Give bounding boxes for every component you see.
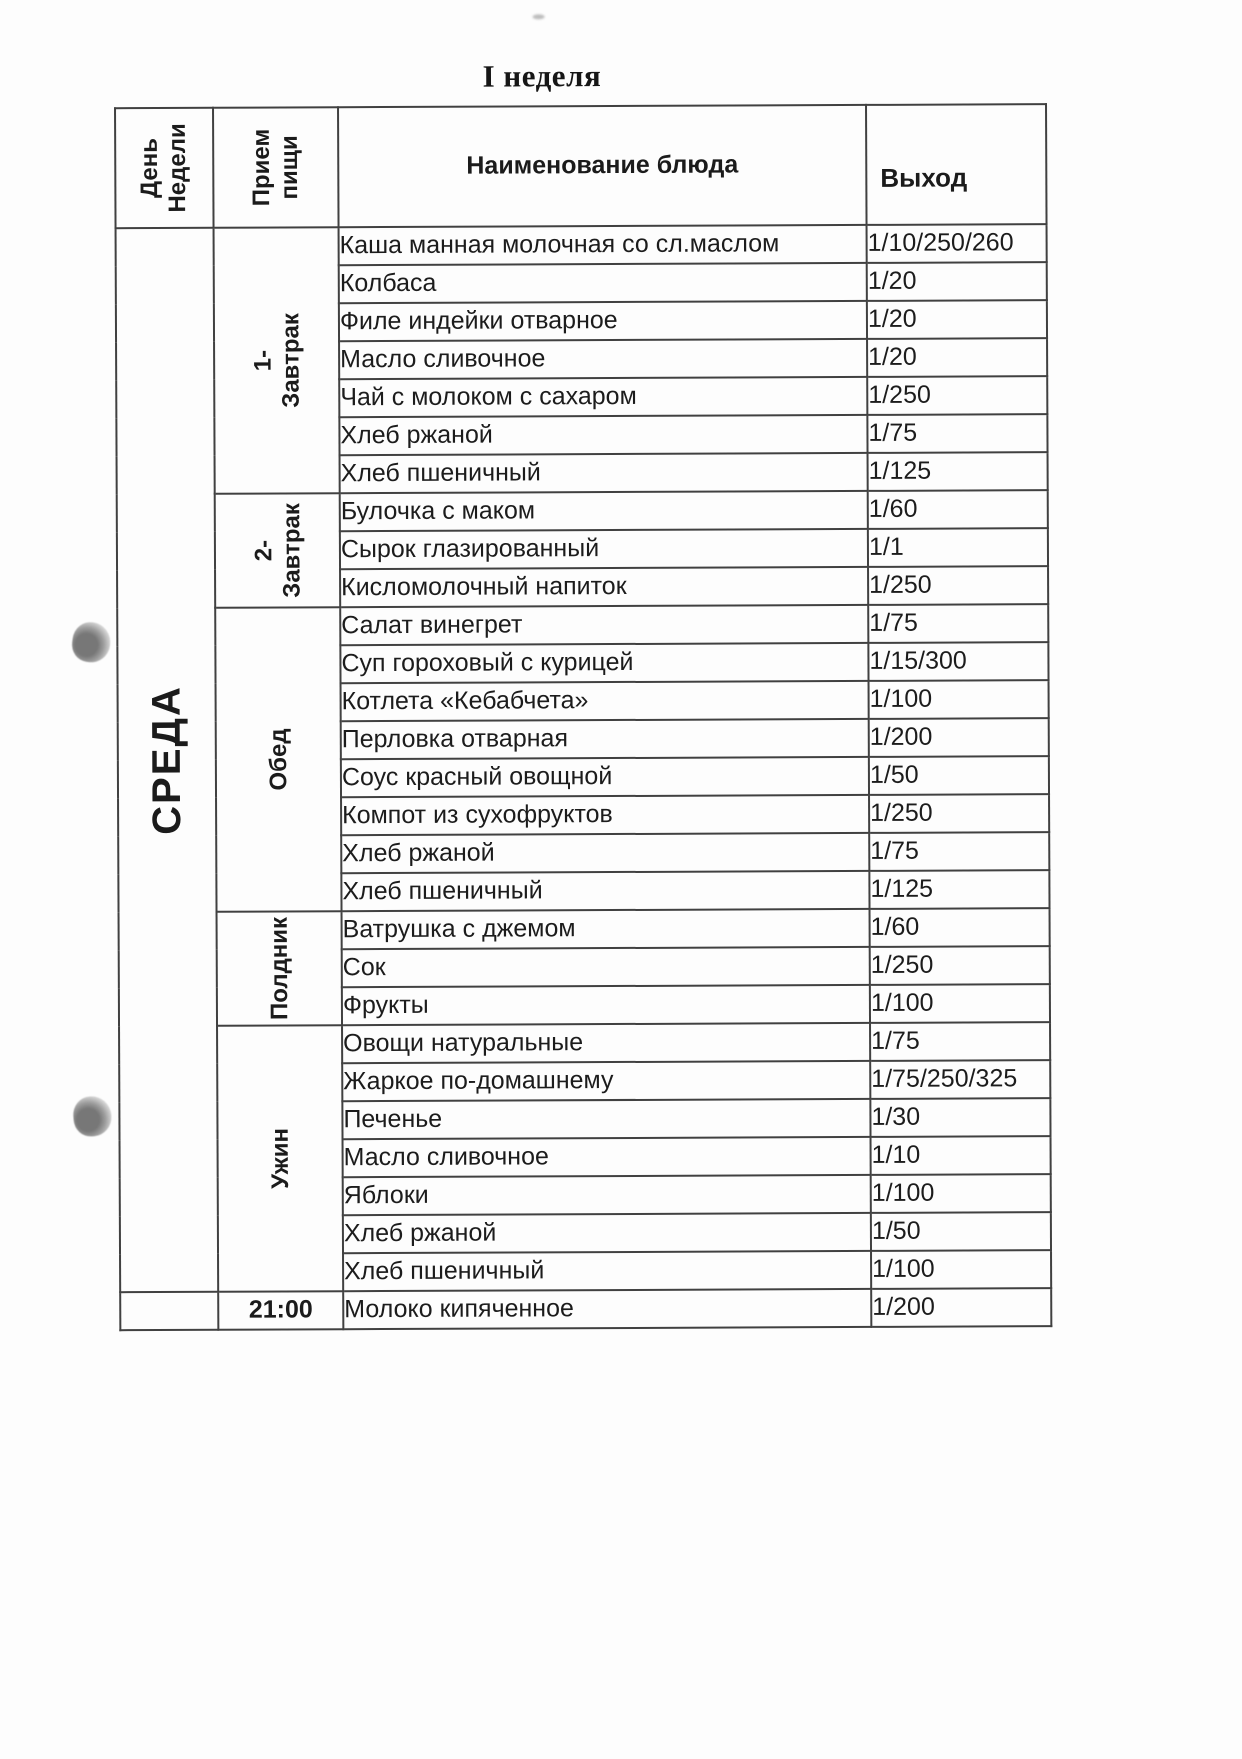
portion-output: 1/75	[869, 832, 1049, 871]
dish-name: Перловка отварная	[341, 719, 869, 759]
scan-speck	[533, 14, 545, 19]
dish-name: Филе индейки отварное	[339, 301, 867, 341]
dish-name: Котлета «Кебабчета»	[341, 681, 869, 721]
portion-output: 1/125	[868, 452, 1048, 491]
meal-cell	[215, 607, 341, 912]
portion-output: 1/20	[867, 262, 1047, 301]
portion-output: 1/60	[868, 490, 1048, 529]
dish-name: Чай с молоком с сахаром	[339, 377, 867, 417]
dish-name: Хлеб пшеничный	[340, 453, 868, 493]
column-header-day: День Недели	[135, 123, 192, 213]
dish-name: Молоко кипяченное	[343, 1289, 871, 1329]
portion-output: 1/250	[869, 794, 1049, 833]
meal-cell	[214, 227, 340, 494]
column-header-output-cell	[866, 104, 1047, 225]
portion-output: 1/1	[868, 528, 1048, 567]
dish-name: Овощи натуральные	[342, 1023, 870, 1063]
meal-cell	[217, 1025, 343, 1292]
dish-name: Сырок глазированный	[340, 529, 868, 569]
portion-output: 1/10	[871, 1136, 1051, 1175]
dish-name: Каша манная молочная со сл.маслом	[339, 225, 867, 265]
portion-output: 1/250	[867, 376, 1047, 415]
table-row	[116, 224, 1047, 266]
dish-name: Яблоки	[343, 1175, 871, 1215]
hole-punch-mark	[72, 1095, 113, 1138]
column-header-meal: Прием пищи	[247, 128, 303, 207]
portion-output: 1/100	[869, 680, 1049, 719]
meal-label: Обед	[264, 728, 292, 791]
meal-label: Полдник	[265, 916, 293, 1021]
column-header-day-cell	[115, 108, 214, 228]
dish-name: Ватрушка с джемом	[342, 909, 870, 949]
dish-name: Суп гороховый с курицей	[340, 643, 868, 683]
day-of-week-label: СРЕДА	[144, 685, 190, 835]
page-title: I неделя	[482, 58, 602, 94]
portion-output: 1/75	[868, 604, 1048, 643]
column-header-meal-cell	[213, 107, 339, 228]
portion-output: 1/125	[869, 870, 1049, 909]
table-row	[117, 490, 1048, 532]
portion-output: 1/250	[870, 946, 1050, 985]
portion-output: 1/200	[869, 718, 1049, 757]
meal-cell	[218, 1291, 343, 1330]
day-cell	[116, 228, 219, 1292]
dish-name: Масло сливочное	[339, 339, 867, 379]
portion-output: 1/50	[869, 756, 1049, 795]
table-row	[117, 604, 1048, 646]
meal-label: Ужин	[266, 1127, 294, 1189]
header-row	[115, 104, 1047, 228]
meal-cell	[215, 493, 340, 608]
dish-name: Хлеб пшеничный	[343, 1251, 871, 1291]
dish-name: Масло сливочное	[343, 1137, 871, 1177]
dish-name: Хлеб ржаной	[341, 833, 869, 873]
portion-output: 1/200	[871, 1288, 1051, 1327]
table-row	[120, 1288, 1051, 1330]
portion-output: 1/20	[867, 300, 1047, 339]
meal-cell	[217, 911, 342, 1026]
dish-name: Хлеб ржаной	[339, 415, 867, 455]
dish-name: Жаркое по-домашнему	[342, 1061, 870, 1101]
dish-name: Кисломолочный напиток	[340, 567, 868, 607]
dish-name: Компот из сухофруктов	[341, 795, 869, 835]
dish-name: Хлеб ржаной	[343, 1213, 871, 1253]
day-cell-empty	[120, 1292, 218, 1330]
portion-output: 1/15/300	[868, 642, 1048, 681]
column-header-output: Выход	[880, 162, 968, 194]
portion-output: 1/100	[871, 1250, 1051, 1289]
dish-name: Соус красный овощной	[341, 757, 869, 797]
meal-label: 21:00	[248, 1295, 313, 1324]
meal-label: 2- Завтрак	[249, 503, 305, 598]
portion-output: 1/75	[867, 414, 1047, 453]
dish-name: Фрукты	[342, 985, 870, 1025]
dish-name: Печенье	[342, 1099, 870, 1139]
portion-output: 1/100	[871, 1174, 1051, 1213]
portion-output: 1/60	[870, 908, 1050, 947]
dish-name: Хлеб пшеничный	[341, 871, 869, 911]
portion-output: 1/100	[870, 984, 1050, 1023]
hole-punch-mark	[70, 620, 113, 665]
menu-table	[114, 103, 1052, 1331]
column-header-dish: Наименование блюда	[338, 105, 867, 227]
portion-output: 1/10/250/260	[867, 224, 1047, 263]
portion-output: 1/30	[870, 1098, 1050, 1137]
dish-name: Салат винегрет	[340, 605, 868, 645]
dish-name: Колбаса	[339, 263, 867, 303]
table-row	[119, 908, 1050, 950]
dish-name: Булочка с маком	[340, 491, 868, 531]
dish-name: Сок	[342, 947, 870, 987]
table-row	[119, 1022, 1050, 1064]
portion-output: 1/75/250/325	[870, 1060, 1050, 1099]
portion-output: 1/50	[871, 1212, 1051, 1251]
portion-output: 1/75	[870, 1022, 1050, 1061]
meal-label: 1-Завтрак	[248, 313, 304, 408]
portion-output: 1/250	[868, 566, 1048, 605]
portion-output: 1/20	[867, 338, 1047, 377]
